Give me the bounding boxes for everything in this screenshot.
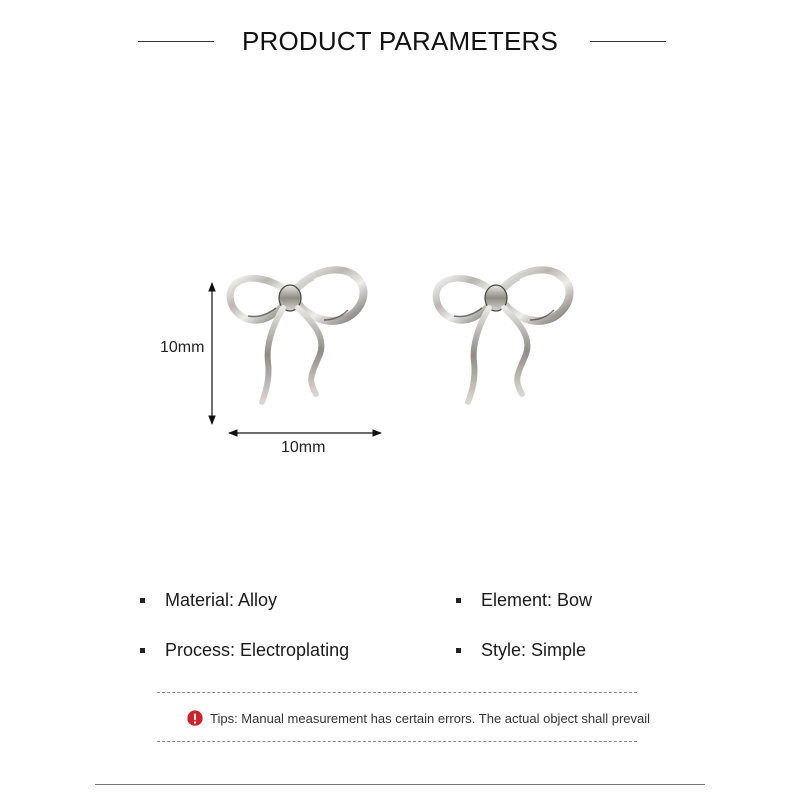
earring-right bbox=[436, 270, 569, 402]
height-label: 10mm bbox=[160, 339, 205, 356]
param-label: Process: Electroplating bbox=[165, 640, 350, 660]
warning-icon bbox=[186, 709, 204, 727]
bottom-rule bbox=[95, 784, 705, 785]
param-element bbox=[456, 590, 592, 611]
bullet-icon bbox=[456, 598, 461, 603]
param-style bbox=[456, 640, 586, 661]
divider-top bbox=[157, 692, 637, 693]
divider-bottom bbox=[157, 741, 637, 742]
width-label: 10mm bbox=[281, 439, 326, 456]
bullet-icon bbox=[140, 648, 145, 653]
param-label: Element: Bow bbox=[481, 590, 593, 610]
param-process bbox=[140, 640, 349, 661]
earring-left bbox=[230, 270, 363, 402]
param-label: Material: Alloy bbox=[165, 590, 278, 610]
tips-text: Tips: Manual measurement has certain errors. The actual object shall prevail bbox=[210, 710, 651, 726]
tips-note bbox=[186, 709, 650, 727]
page-title: PRODUCT PARAMETERS bbox=[241, 26, 559, 56]
bullet-icon bbox=[456, 648, 461, 653]
bullet-icon bbox=[140, 598, 145, 603]
param-label: Style: Simple bbox=[481, 640, 587, 660]
param-material bbox=[140, 590, 277, 611]
